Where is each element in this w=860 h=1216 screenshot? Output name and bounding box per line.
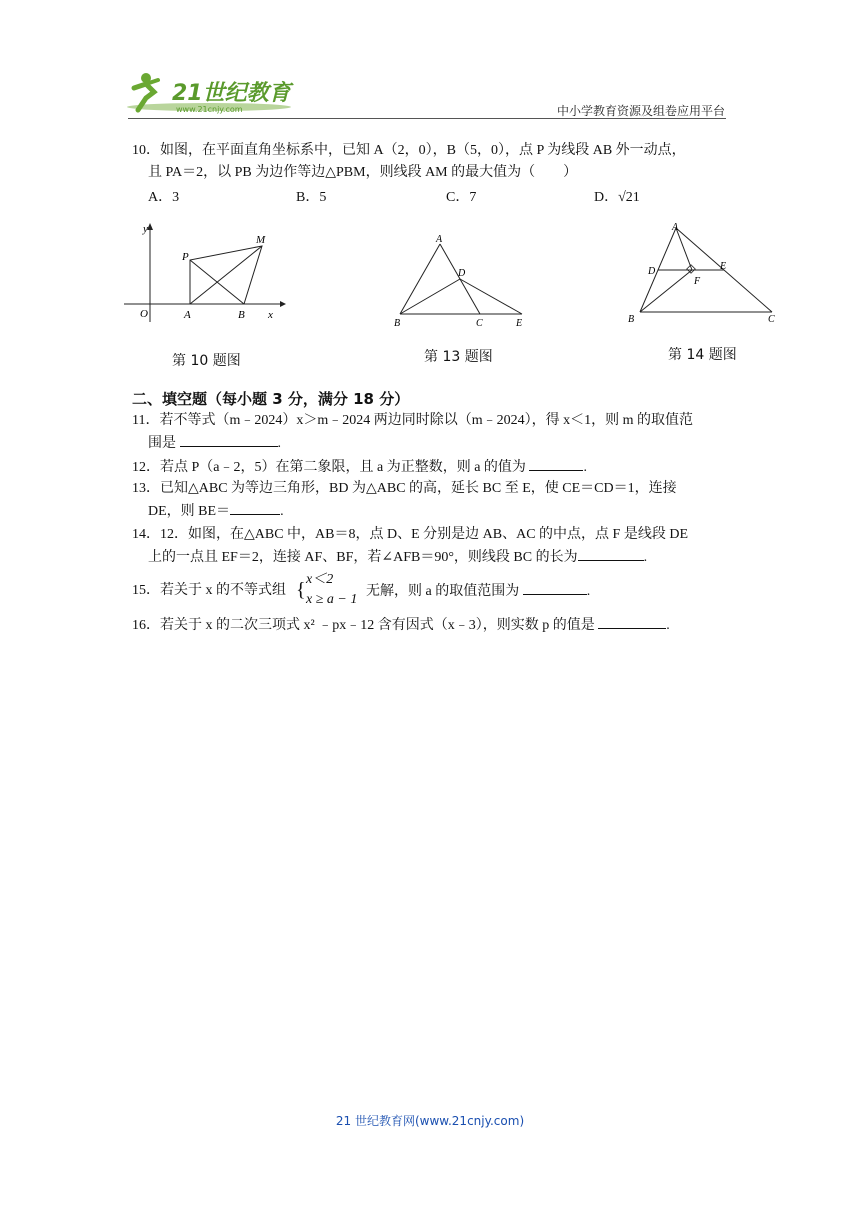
q12-line: 12．若点 P（a﹣2，5）在第二象限，且 a 为正整数，则 a 的值为 . — [132, 456, 587, 479]
label-a: A — [672, 222, 679, 233]
q13-answer-blank[interactable] — [230, 500, 280, 515]
label-m: M — [256, 234, 266, 246]
q13-text2: DE，则 BE＝ — [148, 504, 231, 519]
label-o: O — [140, 308, 148, 320]
q11-answer-blank[interactable] — [180, 432, 278, 447]
label-d: D — [648, 266, 656, 277]
section-title: 二、填空题（每小题 3 分，满分 18 分） — [132, 390, 410, 408]
fig14-caption: 第 14 题图 — [668, 347, 737, 363]
logo — [124, 70, 294, 116]
q14-text2: 上的一点且 EF＝2，连接 AF、BF，若∠AFB＝90°，则线段 BC 的长为 — [148, 550, 578, 565]
q15-prefix: 若关于 x 的不等式组 — [160, 583, 286, 598]
segment-am — [190, 246, 262, 304]
q10-text1: 如图，在平面直角坐标系中，已知 A（2，0），B（5，0），点 P 为线段 AB 外一动点， — [160, 143, 686, 158]
q14-line2: 上的一点且 EF＝2，连接 AF、BF，若∠AFB＝90°，则线段 BC 的长为 . — [148, 546, 647, 569]
q11-number: 11． — [132, 413, 160, 428]
q12-answer-blank[interactable] — [529, 456, 583, 471]
q12-text: 若点 P（a﹣2，5）在第二象限，且 a 为正整数，则 a 的值为 — [160, 460, 530, 475]
q14-text1: 12．如图，在△ABC 中，AB＝8，点 D、E 分别是边 AB、AC 的中点，点 F 是线段 DE — [160, 527, 689, 542]
q10-option-d: D．√21 — [594, 190, 640, 205]
q15-suffix-line: 无解，则 a 的取值范围为 . — [366, 580, 590, 603]
label-b: B — [628, 314, 635, 325]
label-b: B — [394, 318, 401, 329]
label-y: y — [143, 223, 148, 235]
q10-line2: 且 PA＝2，以 PB 为边作等边△PBM，则线段 AM 的最大值为（ ） — [148, 165, 578, 180]
label-a: A — [184, 309, 191, 321]
q16-answer-blank[interactable] — [598, 614, 666, 629]
x-axis-arrow — [280, 301, 286, 307]
q14-line1 — [132, 524, 688, 546]
q15-number: 15． — [132, 583, 160, 598]
label-e: E — [720, 261, 727, 272]
q11-line1 — [132, 410, 693, 432]
segment-af — [676, 228, 692, 270]
q10-option-a: A．3 — [148, 190, 180, 205]
label-c: C — [768, 314, 775, 325]
y-axis-arrow — [147, 223, 153, 230]
header-platform-text: 中小学教育资源及组卷应用平台 — [556, 104, 725, 118]
fig10-caption: 第 10 题图 — [172, 353, 241, 369]
label-x: x — [268, 309, 273, 321]
q15-line — [132, 580, 286, 602]
label-p: P — [182, 251, 189, 263]
label-d: D — [458, 268, 466, 279]
label-c: C — [476, 318, 483, 329]
logo-url: www.21cnjy.com — [176, 105, 243, 114]
label-e: E — [516, 318, 523, 329]
q15-system-line1: x＜2 — [306, 572, 334, 587]
q16-text: 若关于 x 的二次三项式 x² ﹣px﹣12 含有因式（x﹣3），则实数 p 的值是 — [160, 618, 599, 633]
q13-line2: DE，则 BE＝ . — [148, 500, 284, 523]
q10-option-c: C．7 — [446, 190, 477, 205]
label-b: B — [238, 309, 245, 321]
q15-system-line2: x ≥ a − 1 — [306, 592, 358, 607]
q14-number: 14． — [132, 527, 160, 542]
q15-brace: { — [296, 579, 306, 601]
header-divider — [128, 118, 726, 119]
q11-line2: 围是 . — [148, 432, 281, 455]
q10-line1 — [132, 140, 686, 162]
q13-line1 — [132, 478, 677, 500]
q11-text2: 围是 — [148, 436, 180, 451]
figure-14 — [622, 218, 782, 328]
q15-suffix: 无解，则 a 的取值范围为 — [366, 584, 523, 599]
q10-number: 10． — [132, 143, 160, 158]
figure-13 — [392, 232, 528, 332]
q10-option-b: B．5 — [296, 190, 327, 205]
logo-text: 21世纪教育 — [172, 81, 291, 106]
q12-number: 12． — [132, 460, 160, 475]
q15-system — [306, 570, 357, 610]
fig13-caption: 第 13 题图 — [424, 349, 493, 365]
q13-number: 13． — [132, 481, 160, 496]
figure-10 — [120, 218, 290, 328]
q16-number: 16． — [132, 618, 160, 633]
q11-text1: 若不等式（m﹣2024）x＞m﹣2024 两边同时除以（m﹣2024），得 x＜1，则 m 的取值范 — [159, 413, 694, 428]
q15-answer-blank[interactable] — [523, 580, 587, 595]
segment-bd — [400, 279, 460, 314]
q14-answer-blank[interactable] — [578, 546, 644, 561]
q16-line: 16．若关于 x 的二次三项式 x² ﹣px﹣12 含有因式（x﹣3），则实数 p 的值是 . — [132, 614, 670, 637]
q13-text1: 已知△ABC 为等边三角形，BD 为△ABC 的高，延长 BC 至 E，使 CE＝CD＝1，连接 — [160, 481, 677, 496]
label-f: F — [694, 276, 701, 287]
footer-link[interactable]: 21 世纪教育网(www.21cnjy.com) — [335, 1114, 525, 1128]
segment-ab — [400, 244, 440, 314]
segment-de — [460, 279, 522, 314]
label-a: A — [436, 234, 443, 245]
